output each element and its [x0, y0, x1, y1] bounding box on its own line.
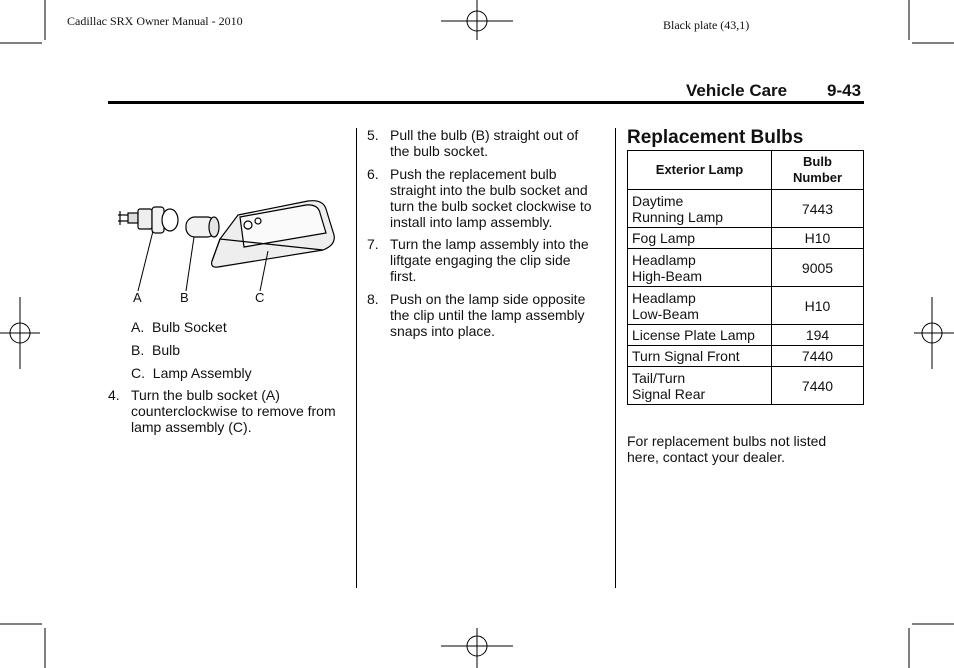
registration-mark-top — [441, 0, 513, 40]
table-row: Daytime Running Lamp 7443 — [628, 190, 864, 228]
column-header-exterior-lamp: Exterior Lamp — [628, 151, 772, 190]
registration-mark-left — [0, 297, 40, 369]
manual-title: Cadillac SRX Owner Manual - 2010 — [67, 14, 243, 28]
figure-label-c: C — [255, 290, 265, 305]
column-divider-2 — [615, 128, 616, 588]
figure-label-a: A — [133, 290, 142, 305]
plate-label: Black plate (43,1) — [663, 18, 750, 32]
table-header-row — [628, 151, 864, 190]
table-row: Headlamp High-Beam 9005 — [628, 249, 864, 287]
legend-item: A. Bulb Socket — [131, 319, 227, 335]
table-row: Tail/Turn Signal Rear 7440 — [628, 367, 864, 405]
replacement-bulbs-table — [627, 150, 864, 405]
legend-item: C. Lamp Assembly — [131, 365, 252, 381]
figure-label-b: B — [180, 290, 189, 305]
table-row: License Plate Lamp 194 — [628, 325, 864, 346]
legend-item: B. Bulb — [131, 342, 181, 358]
column-divider-1 — [356, 128, 357, 588]
page-number: 9-43 — [827, 81, 862, 100]
table-row: Headlamp Low-Beam H10 — [628, 287, 864, 325]
table-row: Fog Lamp H10 — [628, 228, 864, 249]
lamp-assembly-illustration — [108, 195, 348, 310]
replacement-bulbs-heading: Replacement Bulbs — [627, 127, 804, 148]
column-header-bulb-number: Bulb Number — [772, 151, 864, 190]
section-title: Vehicle Care — [686, 81, 788, 100]
registration-mark-bottom — [441, 628, 513, 668]
registration-mark-right — [914, 297, 954, 369]
header-rule — [108, 101, 864, 104]
table-row: Turn Signal Front 7440 — [628, 346, 864, 367]
replacement-footnote: For replacement bulbs not listed here, contact your dealer. — [627, 433, 827, 465]
